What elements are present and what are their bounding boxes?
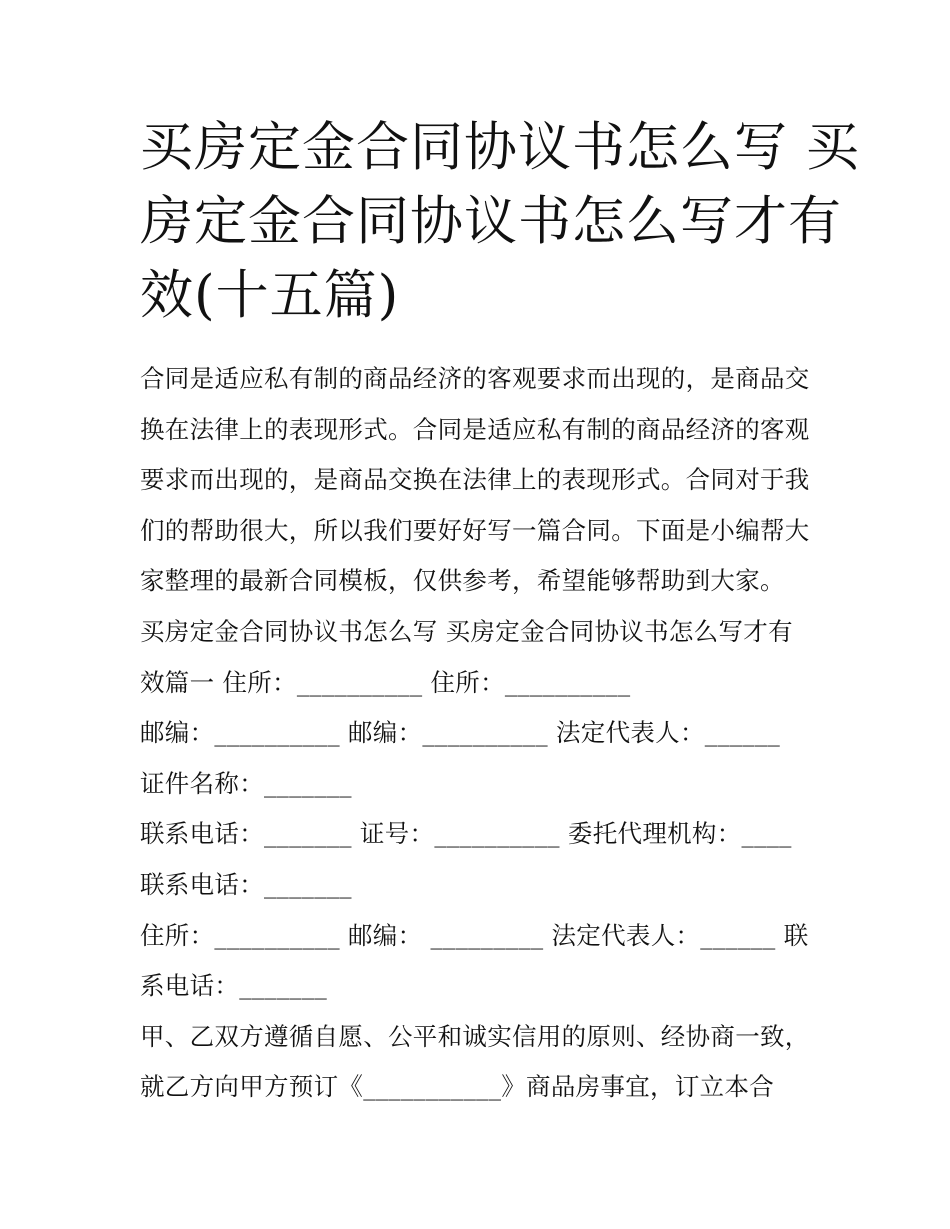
title-line: 房定金合同协议书怎么写才有 <box>140 191 842 252</box>
body-line: 要求而出现的，是商品交换在法律上的表现形式。合同对于我 <box>140 465 810 495</box>
body-line: 们的帮助很大，所以我们要好好写一篇合同。下面是小编帮大 <box>140 515 810 545</box>
document-body <box>140 354 830 1113</box>
body-line: 效篇一 住所：__________ 住所：__________ <box>140 667 631 697</box>
body-line: 联系电话：_______ <box>140 869 352 899</box>
body-line: 证件名称：_______ <box>140 768 352 798</box>
document-title <box>140 111 860 333</box>
body-line: 买房定金合同协议书怎么写 买房定金合同协议书怎么写才有 <box>140 616 793 646</box>
body-line: 甲、乙双方遵循自愿、公平和诚实信用的原则、经协商一致， <box>140 1021 810 1051</box>
body-line: 家整理的最新合同模板，仅供参考，希望能够帮助到大家。 <box>140 566 785 596</box>
body-line: 就乙方向甲方预订《___________》商品房事宜，订立本合 <box>140 1072 775 1102</box>
body-line: 系电话：_______ <box>140 971 328 1001</box>
body-line: 住所：__________ 邮编： _________ 法定代表人：______ 联 <box>140 920 809 950</box>
title-line: 效(十五篇) <box>140 265 400 326</box>
body-line: 邮编：__________ 邮编：__________ 法定代表人：______ <box>140 718 781 748</box>
body-line: 换在法律上的表现形式。合同是适应私有制的商品经济的客观 <box>140 414 810 444</box>
body-line: 联系电话：_______ 证号：__________ 委托代理机构：____ <box>140 819 792 849</box>
body-line: 合同是适应私有制的商品经济的客观要求而出现的，是商品交 <box>140 364 810 393</box>
title-line: 买房定金合同协议书怎么写 买 <box>140 117 860 178</box>
